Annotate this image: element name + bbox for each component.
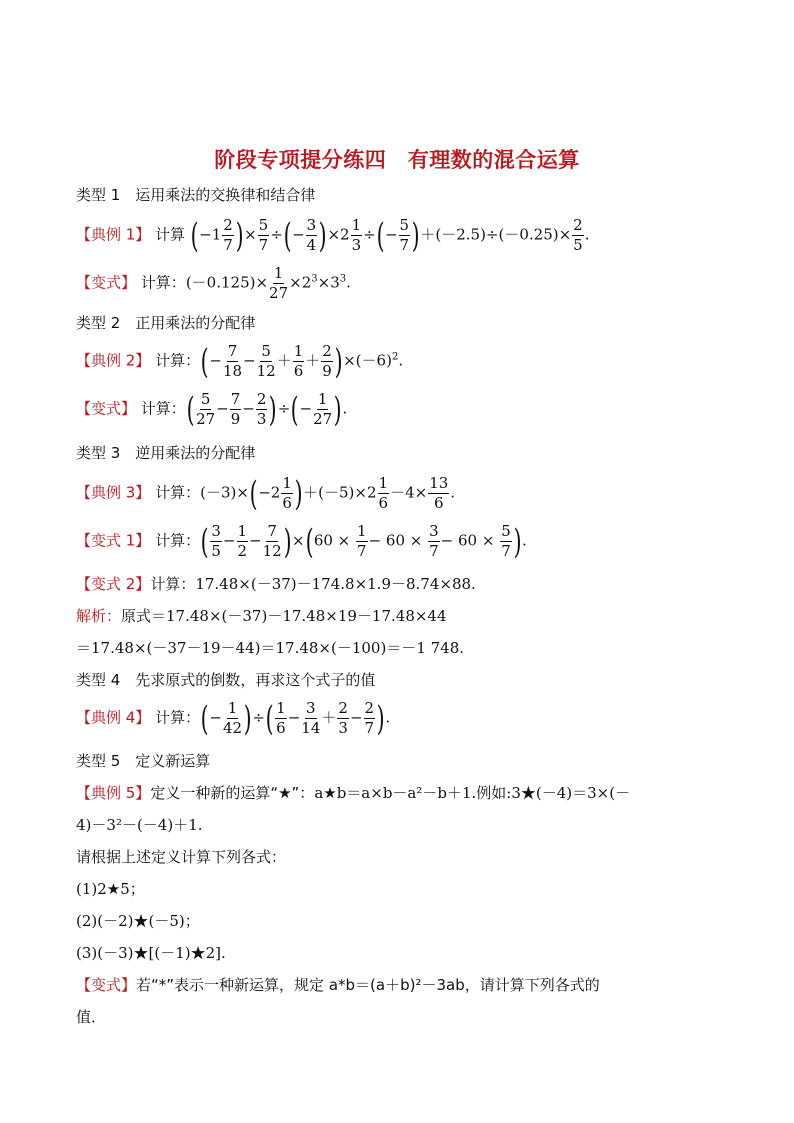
variant-text: 若“*”表示一种新运算，规定 a*b＝(a＋b)²－3ab，请计算下列各式的	[136, 976, 600, 994]
example-tag: 【典例 2】	[76, 351, 151, 370]
section-heading-1: 类型 1 运用乘法的交换律和结合律	[76, 186, 316, 204]
variant-tag: 【变式】	[76, 976, 137, 994]
operation-definition: a★b＝a×b－a²－b＋1.	[314, 784, 477, 802]
variant-5-line-1	[76, 978, 600, 993]
variant-3-2	[76, 577, 476, 592]
analysis-line-2: ＝17.48×(－37－19－44)＝17.48×(－100)＝－1 748.	[76, 639, 465, 657]
example-5-line-2: 4)－3²－(－4)＋1.	[76, 816, 203, 834]
calc-label: 计算：	[155, 483, 201, 502]
example-text: 定义一种新的运算“★”：	[150, 784, 315, 802]
example-5-line-1	[76, 786, 630, 801]
question-3: (3)(－3)★[(－1)★2].	[76, 944, 226, 962]
example-tag: 【典例 4】	[76, 708, 151, 727]
variant-expression: 17.48×(－37)－174.8×1.9－8.74×88.	[195, 575, 476, 593]
question-2: (2)(－2)★(－5)；	[76, 912, 200, 930]
calc-label: 计算：	[140, 273, 186, 292]
analysis-line-1	[76, 609, 447, 624]
example-1: 【典例 1】 计算 (−1 $\frac{2}{7}$ )× $\frac{5}{7}$ ÷(− $\frac{3}{4}$ )×2 $\frac{1}{3}$ ÷(− $\frac{5}{7}$ )＋(－2.5)÷(－0.25)× $\frac{2}{5}$ .	[76, 215, 590, 256]
example-4: 【典例 4】 计算：(− $\frac{1}{42}$ )÷( $\frac{1}{6}$ − $\frac{3}{14}$ ＋ $\frac{2}{3}$ − $\frac{2}{7}$ ).	[76, 698, 391, 739]
section-heading-2: 类型 2 正用乘法的分配律	[76, 314, 256, 332]
analysis-text: 原式＝17.48×(－37)－17.48×19－17.48×44	[121, 607, 447, 625]
variant-tag: 【变式】	[76, 273, 137, 292]
example-instance: 例如:3★(－4)＝3×(－	[476, 784, 631, 802]
calc-label: 计算：	[155, 531, 201, 550]
section-heading-3: 类型 3 逆用乘法的分配律	[76, 444, 256, 462]
calc-label: 计算：	[155, 708, 201, 727]
example-tag: 【典例 1】	[76, 225, 151, 244]
example-2: 【典例 2】 计算：(− $\frac{7}{18}$ − $\frac{5}{12}$ ＋ $\frac{1}{6}$ ＋ $\frac{2}{9}$ )$\times(-6)^2$.	[76, 341, 404, 382]
variant-5-line-2: 值．	[76, 1008, 107, 1026]
page-title: 阶段专项提分练四 有理数的混合运算	[214, 148, 580, 172]
variant-tag: 【变式 1】	[76, 531, 151, 550]
variant-tag: 【变式 2】	[76, 575, 151, 593]
example-tag: 【典例 5】	[76, 784, 151, 802]
calc-label: 计算	[155, 225, 186, 244]
variant-tag: 【变式】	[76, 399, 137, 418]
analysis-label: 解析：	[76, 607, 122, 625]
question-1: (1)2★5；	[76, 880, 145, 898]
example-3: 【典例 3】 计算：(－3)×(−2 $\frac{1}{6}$ )＋(－5)×2 $\frac{1}{6}$ －4× $\frac{13}{6}$ .	[76, 473, 456, 514]
section-heading-4: 类型 4 先求原式的倒数，再求这个式子的值	[76, 671, 376, 689]
example-tag: 【典例 3】	[76, 483, 151, 502]
calc-label: 计算：	[150, 575, 196, 593]
calc-label: 计算：	[140, 399, 186, 418]
variant-1: 【变式】 计算：(－0.125)× $\frac{1}{27}$ $\times 2^3\times 3^3$.	[76, 264, 351, 302]
section-heading-5: 类型 5 定义新运算	[76, 752, 211, 770]
example-5-prompt: 请根据上述定义计算下列各式：	[76, 848, 287, 866]
calc-label: 计算：	[155, 351, 201, 370]
variant-2: 【变式】 计算：( $\frac{5}{27}$ − $\frac{7}{9}$ − $\frac{2}{3}$ )÷(− $\frac{1}{27}$ ).	[76, 389, 348, 430]
variant-3-1: 【变式 1】 计算：( $\frac{3}{5}$ − $\frac{1}{2}$ − $\frac{7}{12}$ )×(60 × $\frac{1}{7}$ − 60 × $\frac{3}{7}$ − 60 × $\frac{5}{7}$ ).	[76, 521, 527, 562]
